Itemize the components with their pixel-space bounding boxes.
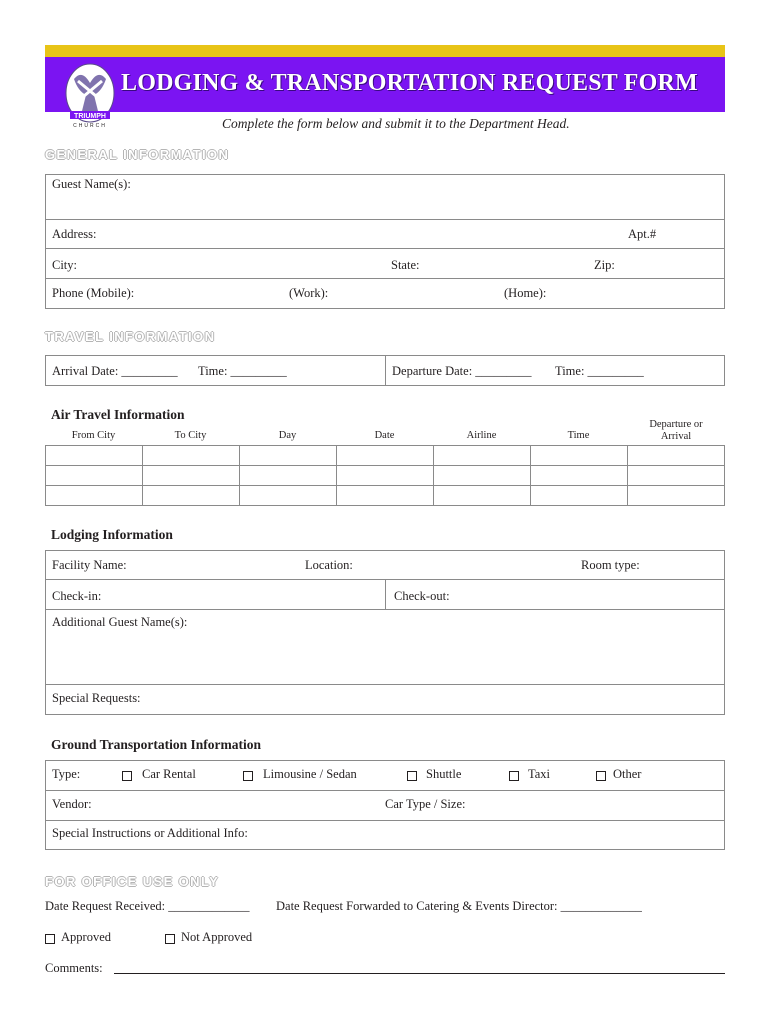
vendor-field[interactable]: Vendor:	[52, 797, 92, 811]
comments-field[interactable]	[114, 973, 725, 974]
divider	[45, 609, 725, 610]
col-date: Date	[374, 430, 395, 441]
checkbox-icon[interactable]	[596, 771, 606, 781]
form-title: LODGING & TRANSPORTATION REQUEST FORM	[121, 70, 698, 96]
air-travel-heading: Air Travel Information	[51, 407, 185, 422]
taxi-label: Taxi	[528, 767, 551, 781]
col-departure-arrival	[627, 419, 725, 443]
arrival-date-field[interactable]: Arrival Date: _________	[52, 364, 178, 378]
table-col-divider	[336, 445, 337, 506]
shuttle-label: Shuttle	[426, 767, 462, 781]
table-col-divider	[239, 445, 240, 506]
divider	[45, 278, 725, 279]
shuttle-checkbox[interactable]	[407, 768, 417, 786]
approved-checkbox[interactable]	[45, 931, 55, 949]
car-rental-label: Car Rental	[142, 767, 196, 781]
checkbox-icon[interactable]	[407, 771, 417, 781]
table-col-divider	[627, 445, 628, 506]
divider	[45, 820, 725, 821]
travel-info-heading: TRAVEL INFORMATION	[45, 329, 216, 344]
table-col-divider	[142, 445, 143, 506]
city-field[interactable]: City:	[52, 258, 78, 272]
office-use-heading: FOR OFFICE USE ONLY	[45, 874, 220, 889]
lodging-heading: Lodging Information	[51, 527, 173, 542]
divider	[45, 248, 725, 249]
check-out-field[interactable]: Check-out:	[394, 589, 450, 603]
car-rental-checkbox[interactable]	[122, 768, 132, 786]
air-travel-table	[45, 445, 725, 506]
date-forwarded-field[interactable]: Date Request Forwarded to Catering & Events Director: _____________	[276, 899, 642, 913]
checkbox-icon[interactable]	[165, 934, 175, 944]
table-col-divider	[433, 445, 434, 506]
facility-name-field[interactable]: Facility Name:	[52, 558, 127, 572]
col-day: Day	[278, 430, 297, 441]
divider	[45, 219, 725, 220]
guest-names-field[interactable]: Guest Name(s):	[52, 177, 131, 191]
additional-guests-field[interactable]: Additional Guest Name(s):	[52, 615, 188, 629]
phone-home-field[interactable]: (Home):	[504, 286, 547, 300]
not-approved-label: Not Approved	[181, 930, 253, 944]
lodging-box	[45, 550, 725, 715]
state-field[interactable]: State:	[391, 258, 420, 272]
other-label: Other	[613, 767, 642, 781]
table-row	[45, 485, 725, 486]
col-airline: Airline	[466, 430, 497, 441]
other-checkbox[interactable]	[596, 768, 606, 786]
departure-date-field[interactable]: Departure Date: _________	[392, 364, 532, 378]
phone-mobile-field[interactable]: Phone (Mobile):	[52, 286, 135, 300]
divider	[45, 790, 725, 791]
logo-subtext: CHURCH	[73, 123, 107, 129]
checkbox-icon[interactable]	[243, 771, 253, 781]
limousine-label: Limousine / Sedan	[263, 767, 357, 781]
limousine-checkbox[interactable]	[243, 768, 253, 786]
ground-transport-heading: Ground Transportation Information	[51, 737, 262, 752]
table-row	[45, 465, 725, 466]
zip-field[interactable]: Zip:	[594, 258, 615, 272]
address-field[interactable]: Address:	[52, 227, 97, 241]
apt-field[interactable]: Apt.#	[628, 227, 657, 241]
accent-bar	[45, 45, 725, 57]
church-logo	[64, 61, 116, 129]
divider	[385, 355, 386, 386]
divider	[45, 684, 725, 685]
phone-work-field[interactable]: (Work):	[289, 286, 329, 300]
room-type-field[interactable]: Room type:	[581, 558, 640, 572]
check-in-field[interactable]: Check-in:	[52, 589, 102, 603]
col-time: Time	[567, 430, 590, 441]
divider	[385, 579, 386, 609]
col-to-city: To City	[174, 430, 207, 441]
col-from-city: From City	[71, 430, 116, 441]
date-received-field[interactable]: Date Request Received: _____________	[45, 899, 250, 913]
taxi-checkbox[interactable]	[509, 768, 519, 786]
table-col-divider	[530, 445, 531, 506]
special-instructions-field[interactable]: Special Instructions or Additional Info:	[52, 826, 248, 840]
car-type-field[interactable]: Car Type / Size:	[385, 797, 466, 811]
arrival-time-field[interactable]: Time: _________	[198, 364, 287, 378]
checkbox-icon[interactable]	[45, 934, 55, 944]
comments-label: Comments:	[45, 961, 103, 975]
departure-time-field[interactable]: Time: _________	[555, 364, 644, 378]
general-info-box	[45, 174, 725, 309]
col-departure-arrival-line2: Arrival	[660, 431, 692, 442]
checkbox-icon[interactable]	[122, 771, 132, 781]
general-info-heading: GENERAL INFORMATION	[45, 147, 230, 162]
checkbox-icon[interactable]	[509, 771, 519, 781]
special-requests-field[interactable]: Special Requests:	[52, 691, 141, 705]
approved-label: Approved	[61, 930, 111, 944]
not-approved-checkbox[interactable]	[165, 931, 175, 949]
type-label: Type:	[52, 767, 81, 781]
logo-text: TRIUMPH	[74, 113, 106, 120]
form-subtitle: Complete the form below and submit it to the Department Head.	[222, 116, 570, 131]
location-field[interactable]: Location:	[305, 558, 353, 572]
col-departure-arrival-line1: Departure or	[649, 419, 703, 430]
